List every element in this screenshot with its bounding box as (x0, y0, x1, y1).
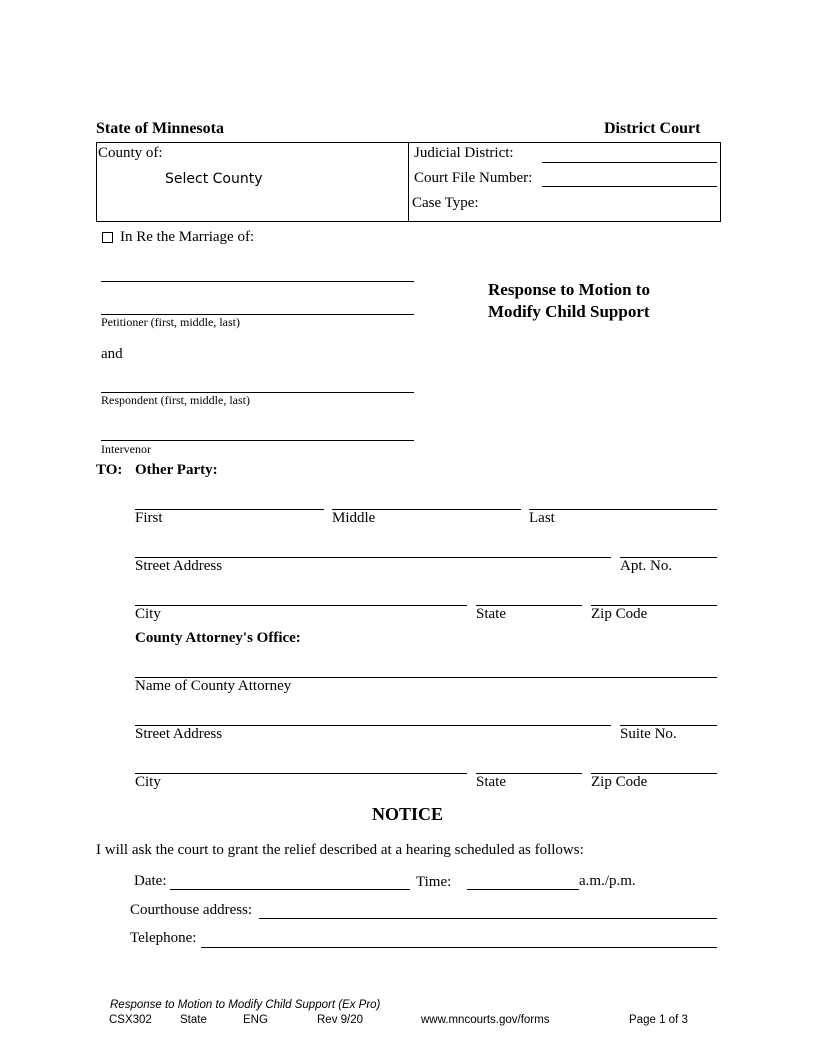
zip-label: Zip Code (591, 606, 648, 622)
court-file-input[interactable] (542, 169, 717, 187)
page-total: 3 (681, 1014, 688, 1026)
city-line (135, 605, 467, 606)
page-of: of (668, 1014, 679, 1026)
caption-divider (408, 142, 409, 222)
court-file-label: Court File Number: (414, 170, 533, 186)
apt-label: Apt. No. (620, 558, 673, 574)
attorney-street-label: Street Address (135, 726, 223, 742)
last-name-line (529, 509, 717, 510)
suite-label: Suite No. (620, 726, 677, 742)
notice-heading: NOTICE (372, 804, 444, 824)
courthouse-input[interactable] (259, 901, 717, 919)
petitioner-line-1 (101, 281, 414, 282)
footer-language: ENG (243, 1014, 268, 1026)
other-party-heading: Other Party: (135, 462, 218, 478)
marriage-label: In Re the Marriage of: (120, 229, 255, 245)
and-text: and (101, 346, 123, 362)
court-heading: District Court (604, 120, 701, 137)
marriage-checkbox[interactable] (102, 232, 113, 243)
ampm-label: a.m./p.m. (579, 873, 636, 889)
county-select[interactable]: Select County (165, 171, 263, 187)
telephone-label: Telephone: (130, 930, 197, 946)
petitioner-caption: Petitioner (first, middle, last) (101, 315, 240, 329)
judicial-district-input[interactable] (542, 145, 717, 163)
state-label: State (476, 606, 506, 622)
time-label: Time: (416, 874, 452, 890)
case-type-label: Case Type: (412, 195, 479, 211)
date-label: Date: (134, 873, 167, 889)
county-attorney-heading: County Attorney's Office: (135, 630, 301, 646)
footer-jurisdiction: State (180, 1014, 207, 1026)
footer-revision: Rev 9/20 (317, 1014, 364, 1026)
state-heading: State of Minnesota (96, 120, 224, 137)
intervenor-line (101, 440, 414, 441)
notice-intro: I will ask the court to grant the relief described at a hearing scheduled as follows: (96, 842, 584, 858)
last-name-label: Last (529, 510, 555, 526)
first-name-line (135, 509, 324, 510)
date-input[interactable] (170, 872, 410, 890)
to-label: TO: (96, 462, 123, 478)
time-input[interactable] (467, 872, 579, 890)
footer-form-code: CSX302 (109, 1014, 152, 1026)
respondent-caption: Respondent (first, middle, last) (101, 393, 250, 407)
county-label: County of: (98, 145, 163, 161)
document-title-line-1: Response to Motion to (488, 280, 650, 299)
attorney-city-label: City (135, 774, 161, 790)
attorney-zip-label: Zip Code (591, 774, 648, 790)
attorney-city-line (135, 773, 467, 774)
footer-form-title: Response to Motion to Modify Child Support (Ex Pro) (110, 999, 381, 1011)
county-attorney-name-label: Name of County Attorney (135, 678, 292, 694)
attorney-state-label: State (476, 774, 506, 790)
first-name-label: First (135, 510, 163, 526)
page-label: Page (629, 1014, 656, 1026)
footer-page-number (629, 1014, 688, 1026)
footer-website: www.mncourts.gov/forms (421, 1014, 550, 1026)
middle-name-label: Middle (332, 510, 376, 526)
city-label: City (135, 606, 161, 622)
courthouse-label: Courthouse address: (130, 902, 253, 918)
intervenor-caption: Intervenor (101, 442, 151, 456)
judicial-district-label: Judicial District: (414, 145, 514, 161)
telephone-input[interactable] (201, 930, 717, 948)
document-title-line-2: Modify Child Support (488, 302, 650, 321)
street-label: Street Address (135, 558, 223, 574)
page-current: 1 (659, 1014, 666, 1026)
